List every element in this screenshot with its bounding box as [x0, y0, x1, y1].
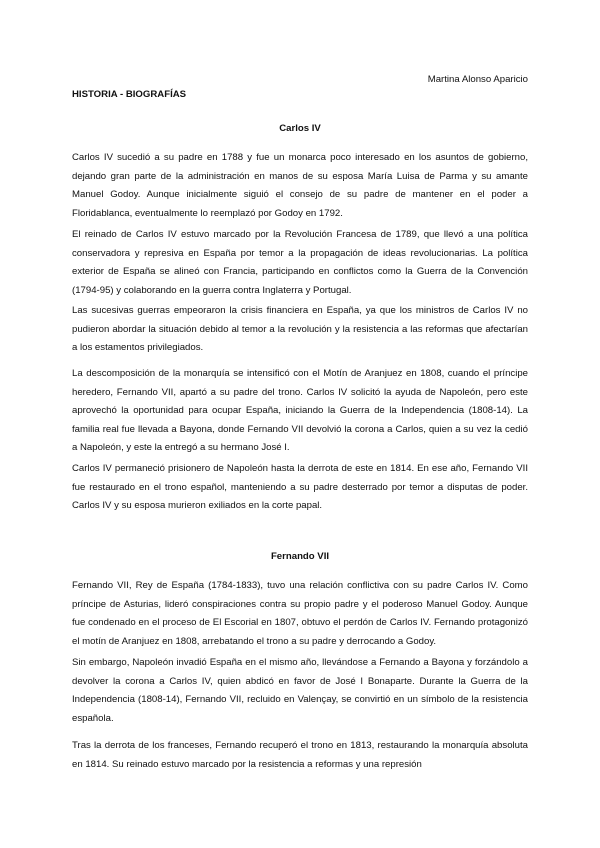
paragraph: La descomposición de la monarquía se intensificó con el Motín de Aranjuez en 1808, cuando el príncipe heredero, Fernando VII, apartó a su padre del trono. Carlos IV solicitó la ayuda de Napoleón, pero este aprovechó la oportunidad para ocupar España, iniciando la Guerra de la Independencia (1808-14). La familia real fue llevada a Bayona, donde Fernando VII devolvió la corona a Carlos, quien a su vez la cedió a Napoleón, y este la entregó a su hermano José I.	[72, 368, 528, 454]
paragraph: Tras la derrota de los franceses, Fernando recuperó el trono en 1813, restaurando la monarquía absoluta en 1814. Su reinado estuvo marcado por la resistencia a reformas y una represión	[72, 740, 528, 770]
paragraph: Carlos IV permaneció prisionero de Napoleón hasta la derrota de este en 1814. En ese año, Fernando VII fue restaurado en el trono español, manteniendo a su padre desterrado por temor a disputas de poder. Carlos IV y su esposa murieron exiliados en la corte papal.	[72, 463, 528, 512]
paragraph: El reinado de Carlos IV estuvo marcado por la Revolución Francesa de 1789, que llevó a una política conservadora y represiva en España por temor a la propagación de ideas revolucionarias. La política exterior de España se alineó con Francia, participando en conflictos como la Guerra de la Convención (1794-95) y colaborando en la guerra contra Inglaterra y Portugal.	[72, 229, 528, 296]
section-title-fernando-vii: Fernando VII	[270, 551, 330, 562]
paragraph: Sin embargo, Napoleón invadió España en el mismo año, llevándose a Fernando a Bayona y forzándolo a devolver la corona a Carlos IV, quien abdicó en favor de José I Bonaparte. Durante la Guerra de la Independencia (1808-14), Fernando VII, recluido en Valençay, se convirtió en un símbolo de la resistencia española.	[72, 657, 528, 724]
paragraph: Las sucesivas guerras empeoraron la crisis financiera en España, ya que los ministros de Carlos IV no pudieron abordar la situación debido al temor a la revolución y la resistencia a las reformas que afectarían a los estamentos privilegiados.	[72, 305, 528, 354]
author-name: Martina Alonso Aparicio	[427, 74, 528, 85]
section-title-carlos-iv: Carlos IV	[279, 123, 321, 134]
paragraph: Fernando VII, Rey de España (1784-1833), tuvo una relación conflictiva con su padre Carlos IV. Como príncipe de Asturias, lideró conspiraciones contra su propio padre y el poderoso Manuel Godoy. Aunque fue condenado en el proceso de El Escorial en 1807, obtuvo el perdón de Carlos IV. Fernando protagonizó el motín de Aranjuez en 1808, arrebatando el trono a su padre y derrocando a Godoy.	[72, 580, 528, 647]
paragraph: Carlos IV sucedió a su padre en 1788 y fue un monarca poco interesado en los asuntos de gobierno, dejando gran parte de la administración en manos de su esposa María Luisa de Parma y su amante Manuel Godoy. Aunque inicialmente siguió el consejo de su padre de mantener en el poder a Floridablanca, eventualmente lo reemplazó por Godoy en 1792.	[72, 152, 528, 219]
document-header-title: HISTORIA - BIOGRAFÍAS	[72, 89, 187, 100]
